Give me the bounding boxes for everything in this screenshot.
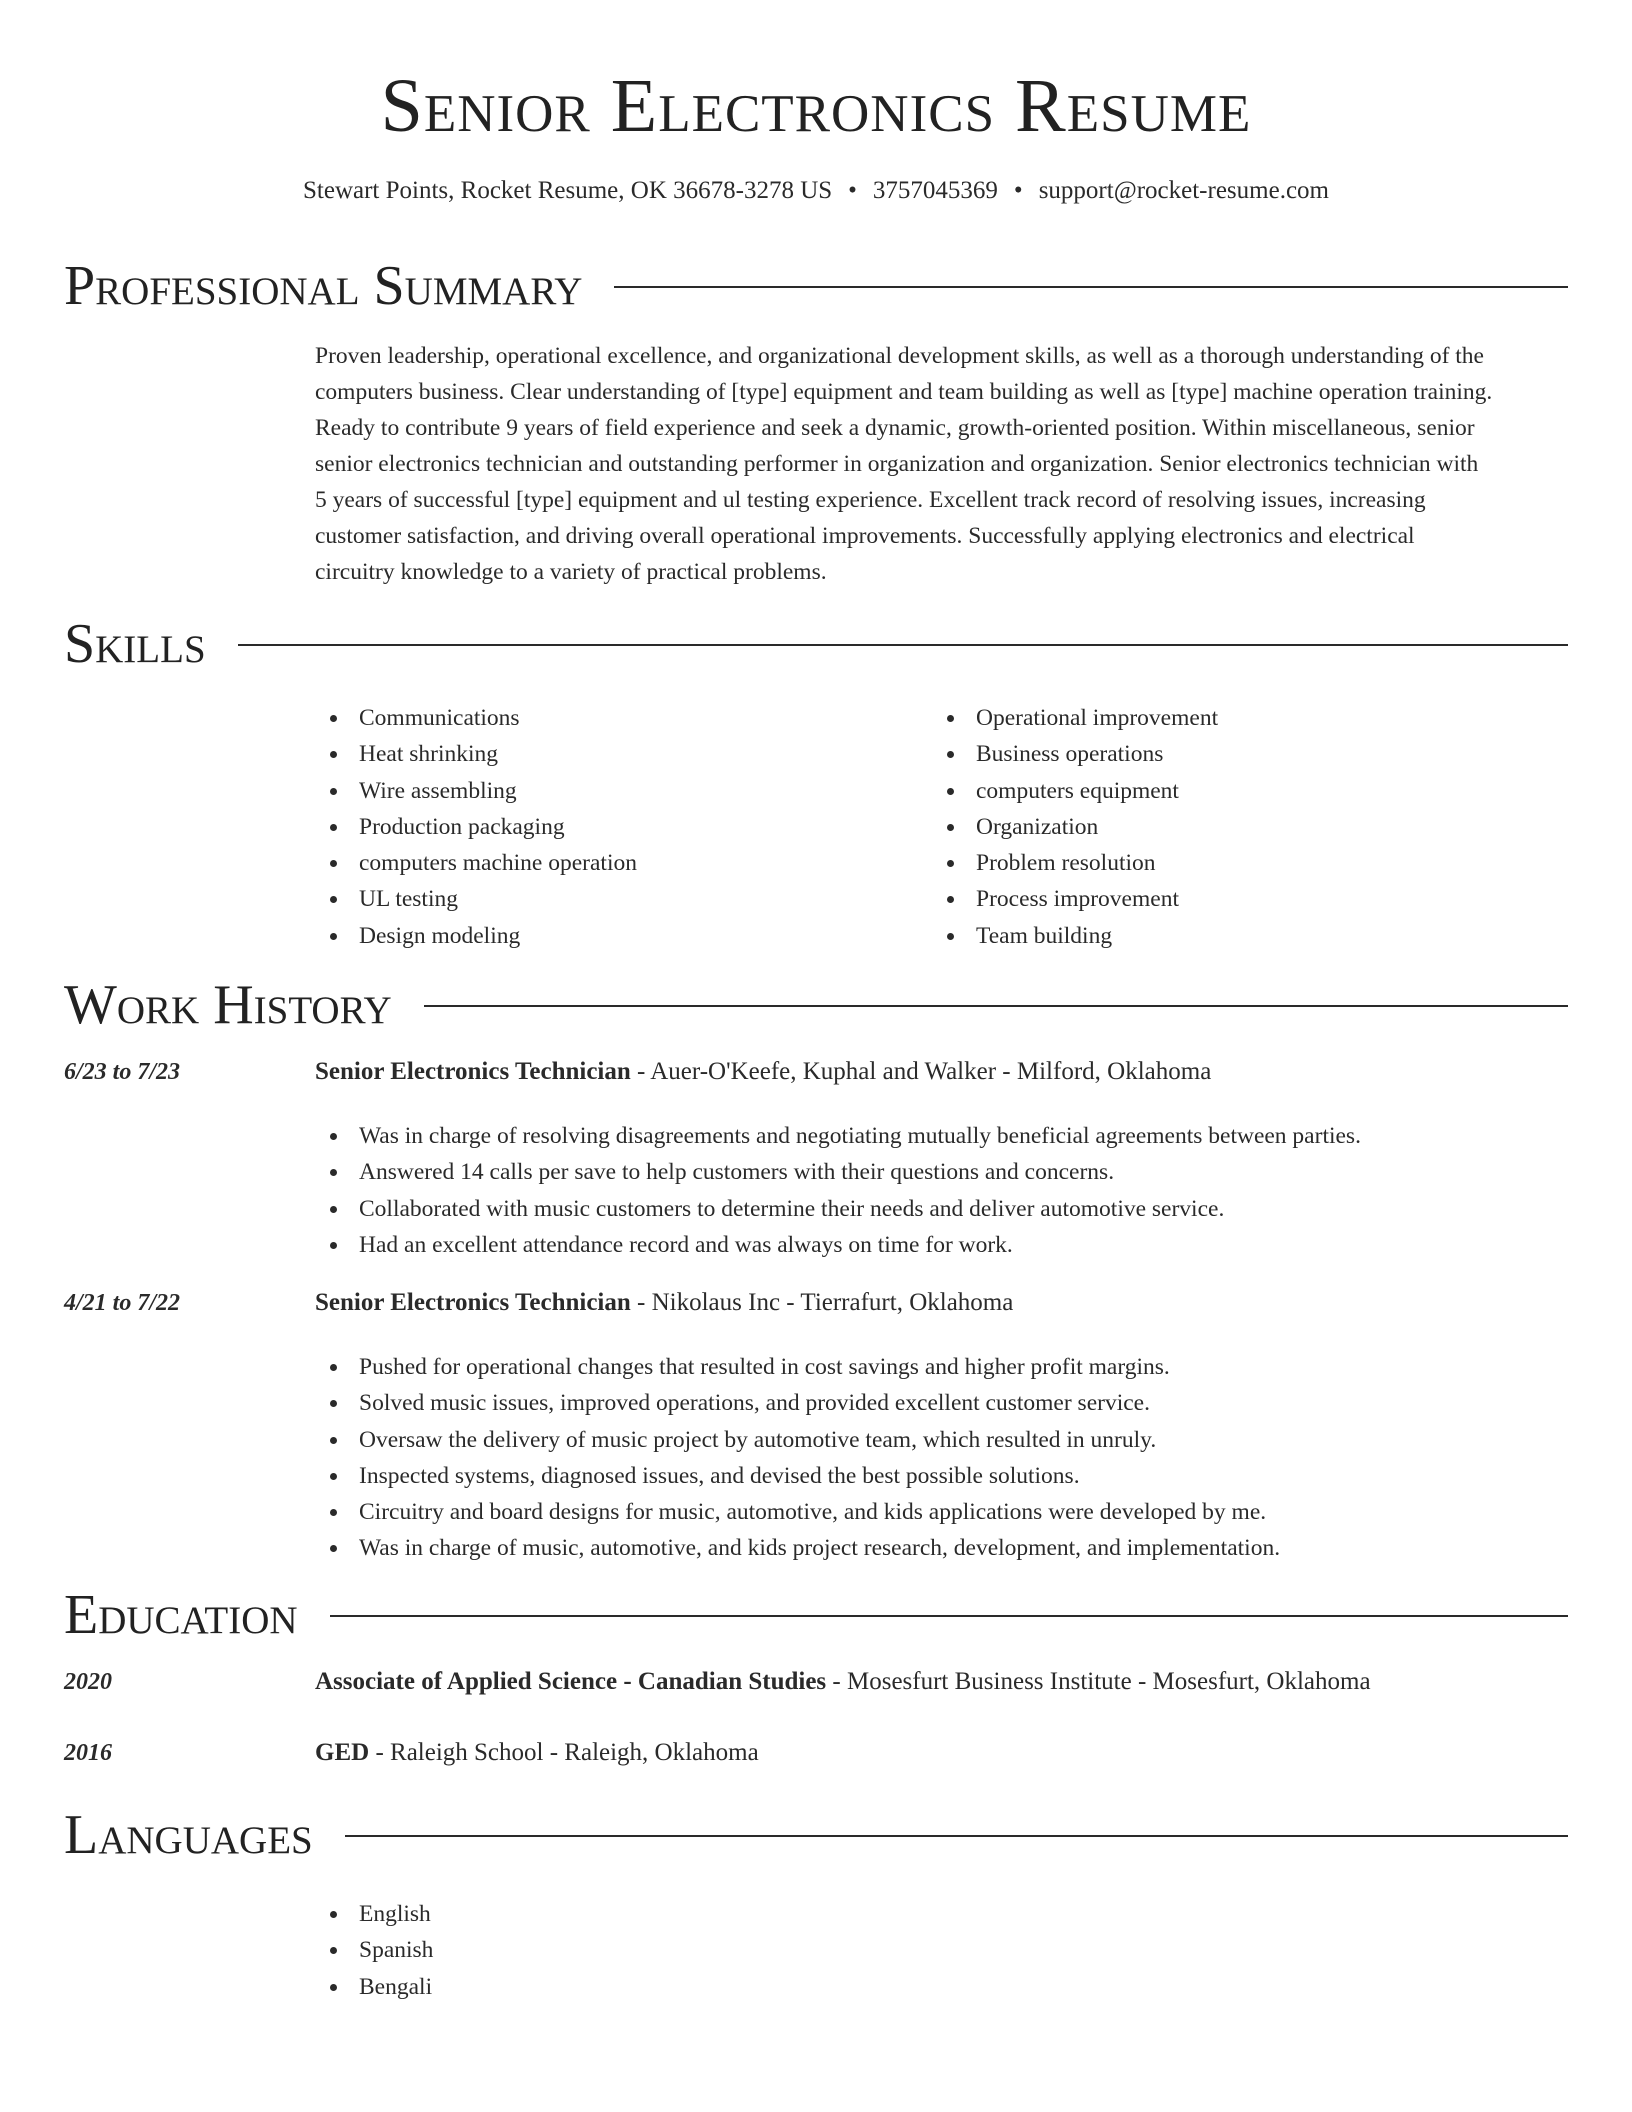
contact-phone: 3757045369 xyxy=(872,177,998,204)
section-header-skills xyxy=(64,612,1568,676)
section-header-work xyxy=(64,973,1568,1037)
summary-line: customer satisfaction, and driving overall operational improvements. Successfully applying electronics and electrical xyxy=(315,523,1415,549)
contact-separator: • xyxy=(1013,177,1023,204)
job-bullet: Was in charge of music, automotive, and kids project research, development, and implementation. xyxy=(315,1530,1575,1566)
job-bullet: Circuitry and board designs for music, automotive, and kids applications were developed by me. xyxy=(315,1494,1575,1530)
job-bullet: Had an excellent attendance record and was always on time for work. xyxy=(315,1227,1575,1263)
education-degree: Associate of Applied Science - Canadian Studies xyxy=(315,1668,827,1695)
job-employer: - Nikolaus Inc - Tierrafurt, Oklahoma xyxy=(630,1289,1014,1316)
job-bullet: Oversaw the delivery of music project by automotive team, which resulted in unruly. xyxy=(315,1422,1575,1458)
education-school: - Mosesfurt Business Institute - Mosesfurt, Oklahoma xyxy=(826,1668,1371,1695)
job-title: Senior Electronics Technician xyxy=(315,1289,631,1316)
summary-line: 5 years of successful [type] equipment and ul testing experience. Excellent track record of resolving issues, increasing xyxy=(315,487,1426,513)
job-title: Senior Electronics Technician xyxy=(315,1058,631,1085)
job-employer: - Auer-O'Keefe, Kuphal and Walker - Milford, Oklahoma xyxy=(630,1058,1212,1085)
skill-item: Team building xyxy=(932,918,1532,954)
contact-email: support@rocket-resume.com xyxy=(1038,177,1329,204)
job-bullet: Inspected systems, diagnosed issues, and devised the best possible solutions. xyxy=(315,1458,1575,1494)
summary-line: Ready to contribute 9 years of field experience and seek a dynamic, growth-oriented position. Within miscellaneous, senior xyxy=(315,415,1475,441)
skills-list-right xyxy=(932,700,1532,954)
job-bullets xyxy=(315,1118,1575,1263)
skill-item: Problem resolution xyxy=(932,845,1532,881)
section-header-languages xyxy=(64,1803,1568,1867)
skill-item: Wire assembling xyxy=(315,773,915,809)
languages-list xyxy=(315,1896,915,2005)
section-title-work: Work History xyxy=(64,974,392,1036)
summary-line: circuitry knowledge to a variety of practical problems. xyxy=(315,559,827,585)
section-header-education xyxy=(64,1583,1568,1647)
section-divider xyxy=(345,1835,1568,1837)
skill-item: Design modeling xyxy=(315,918,915,954)
education-year: 2020 xyxy=(64,1669,112,1695)
section-header-summary xyxy=(64,254,1568,318)
job-bullet: Solved music issues, improved operations, and provided excellent customer service. xyxy=(315,1385,1575,1421)
skill-item: Business operations xyxy=(932,736,1532,772)
section-divider xyxy=(330,1615,1568,1617)
skills-list-left xyxy=(315,700,915,954)
job-heading xyxy=(315,1286,1013,1320)
education-entry xyxy=(315,1736,759,1770)
job-bullet: Pushed for operational changes that resulted in cost savings and higher profit margins. xyxy=(315,1349,1575,1385)
education-entry xyxy=(315,1665,1371,1699)
skill-item: Operational improvement xyxy=(932,700,1532,736)
skill-item: UL testing xyxy=(315,881,915,917)
job-bullet: Collaborated with music customers to determine their needs and deliver automotive service. xyxy=(315,1191,1575,1227)
section-title-education: Education xyxy=(64,1584,298,1646)
education-school: - Raleigh School - Raleigh, Oklahoma xyxy=(369,1739,759,1766)
section-title-summary: Professional Summary xyxy=(64,255,583,317)
section-divider xyxy=(614,286,1568,288)
skill-item: Production packaging xyxy=(315,809,915,845)
language-item: Bengali xyxy=(315,1969,915,2005)
summary-line: senior electronics technician and outstanding performer in organization and organization. Senior electronics technician with xyxy=(315,451,1479,477)
skill-item: Communications xyxy=(315,700,915,736)
job-dates: 4/21 to 7/22 xyxy=(64,1290,181,1316)
education-year: 2016 xyxy=(64,1740,112,1766)
job-dates: 6/23 to 7/23 xyxy=(64,1059,181,1085)
resume-title: Senior Electronics Resume xyxy=(380,64,1252,148)
job-bullets xyxy=(315,1349,1575,1567)
skill-item: Process improvement xyxy=(932,881,1532,917)
language-item: English xyxy=(315,1896,915,1932)
skill-item: Heat shrinking xyxy=(315,736,915,772)
section-title-skills: Skills xyxy=(64,613,206,675)
language-item: Spanish xyxy=(315,1932,915,1968)
contact-separator: • xyxy=(848,177,857,204)
section-divider xyxy=(238,644,1568,646)
skill-item: computers machine operation xyxy=(315,845,915,881)
job-heading xyxy=(315,1055,1211,1089)
contact-line xyxy=(0,174,1632,208)
job-bullet: Answered 14 calls per save to help customers with their questions and concerns. xyxy=(315,1154,1575,1190)
job-bullet: Was in charge of resolving disagreements and negotiating mutually beneficial agreements between parties. xyxy=(315,1118,1575,1154)
skill-item: computers equipment xyxy=(932,773,1532,809)
summary-line: computers business. Clear understanding of [type] equipment and team building as well as [type] machine operation training. xyxy=(315,379,1493,405)
summary-paragraph xyxy=(315,338,1575,590)
summary-line: Proven leadership, operational excellence, and organizational development skills, as well as a thorough understanding of the xyxy=(315,343,1484,369)
skill-item: Organization xyxy=(932,809,1532,845)
section-divider xyxy=(424,1005,1568,1007)
education-degree: GED xyxy=(315,1739,370,1766)
section-title-languages: Languages xyxy=(64,1804,313,1866)
contact-address: Stewart Points, Rocket Resume, OK 36678-3278 US xyxy=(303,177,833,204)
